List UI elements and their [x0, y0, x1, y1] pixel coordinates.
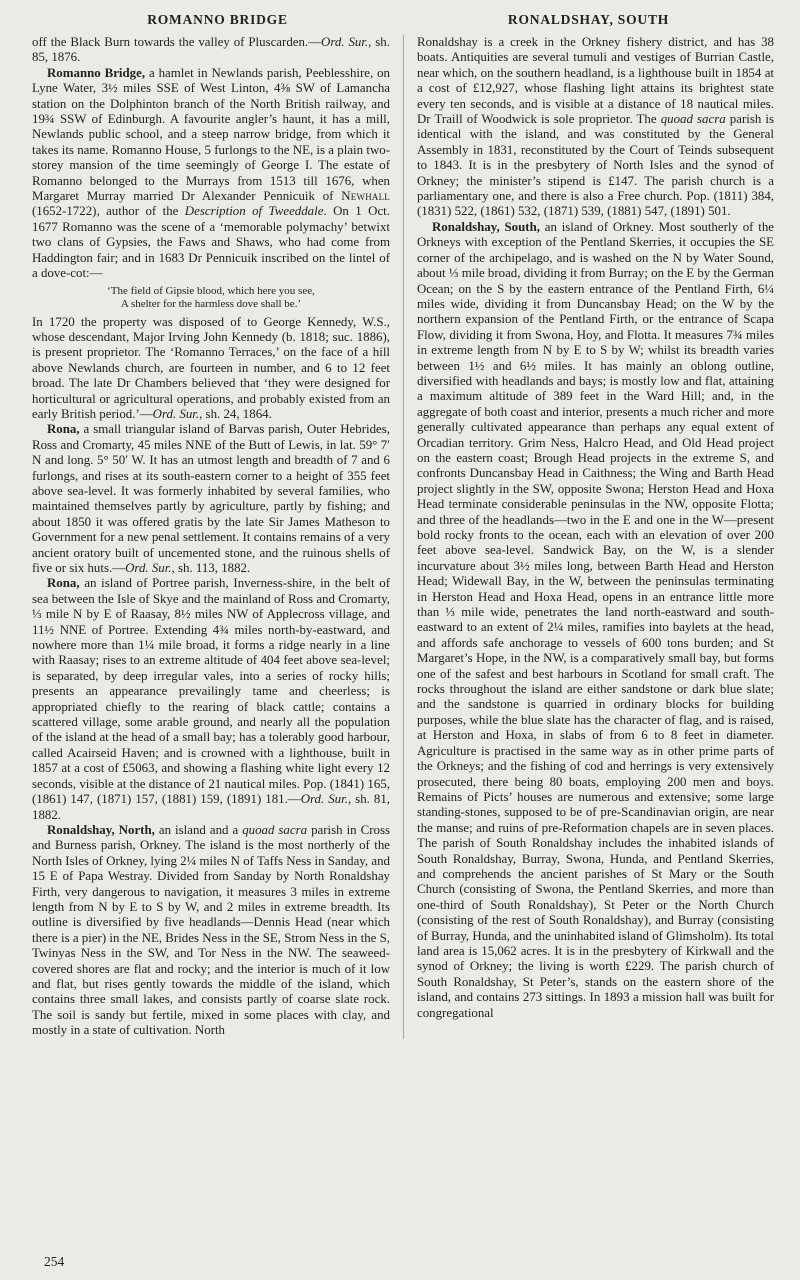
text-run: Ronaldshay, South,	[432, 219, 540, 234]
verse-quote	[32, 285, 390, 312]
text-run: Romanno Bridge,	[47, 65, 146, 80]
paragraph	[417, 220, 774, 1021]
paragraph	[32, 35, 390, 66]
right-running-head: RONALDSHAY, SOUTH	[507, 12, 670, 27]
verse-line: ‘The field of Gipsie blood, which here you see,	[107, 284, 315, 297]
text-run: an island of Orkney. Most southerly of the Orkneys with exception of the Pentland Skerries, it occupies the SE corner of the archipelago, and is washed on the N by Water Sound, about ⅓ mile broad, dividing it from Burray; on the E by the German Ocean; on the S by the eastern entrance of the Pentland Firth, 6¼ miles wide, dividing it from Duncansbay Head; on the W by the northern expansion of the Pentland Firth, or the entrance of Scapa Flow, dividing it from Swona, Hoy, and Flotta. It measures 7¾ miles in extreme length from N by E to S by W; whilst its breadth varies between 1½ and 6½ miles. It has mainly an oblong outline, diversified with headlands and bays; is mostly low and flat, attaining a maximum altitude of 389 feet in the Ward Hill; and, in the aggregate of both coast and interior, presents a much richer and more generally cultivated appearance than perhaps any equal extent of Orcadian territory. Grim Ness, Halcro Head, and Old Head project on the eastern coast; Brough Head projects in the extreme S, and confronts Duncansbay Head in Caithness; the Wing and Barth Head project slightly in the SW, opposite Swona; Herston Head and Hoxa Head terminate considerable peninsulas in the NW, opposite Flotta; and three of the headlands—two in the E and one in the W—present bold rocky fronts to the ocean, each with an elevation of over 200 feet above sea-level. Sandwick Bay, on the W, is a slender incurvature about 3½ miles long, between Barth Head and Herston Head; Widewall Bay, in the W, between the peninsulas terminating in Herston Head and Hoxa Head, opens in an entrance little more than ⅓ mile wide, penetrates the land north-eastward and south-eastward to an extent of 2¼ miles, ramifies into baylets at the head, and affords safe anchorage to vessels of 600 tons burden; and St Margaret’s Hope, in the NW, is a comparatively small bay, but forms one of the safest and best harbours in Scotland for small craft. The rocks throughout the island are either sandstone or dark blue slate; and the sandstone is quarried in ordinary blocks for building purposes, while the blue slate has the character of flag, and is raised, at Herston and Hoxa, in slabs of from 6 to 8 feet in diameter. Agriculture is practised in the same way as in other prime parts of the Orkneys; and the fishing of cod and herrings is very extensively prosecuted, there being 80 boats, employing 200 men and boys. Remains of Picts’ houses are numerous and extensive; some large standing-stones, supposed to be of pre-Scandinavian origin, are near the manse; and ruins of pre-Reformation chapels are in seven places. The parish of South Ronaldshay includes the inhabited islands of South Ronaldshay, Burray, Swona, Hunda, and Pentland Skerries, and comprehends the ancient parishes of St Mary or the South Church (consisting of Swona, the Pentland Skerries, and more than one-third of South Ronaldshay), St Peter or the North Church (consisting of the rest of South Ronaldshay), and Burray (consisting of Burray, Hunda, and the uninhabited island of Glimsholm). Its total land area is 15,062 acres. It is in the presbytery of Kirkwall and the synod of Orkney; the living is worth £229. The parish church of South Ronaldshay, St Peter’s, stands on the eastern shore of the island, and contains 273 sittings. In 1893 a mission hall was built for congregational	[417, 219, 774, 1020]
text-run: Description of Tweeddale	[184, 204, 324, 219]
text-run: Rona,	[47, 422, 80, 437]
text-run: off the Black Burn towards the valley of Pluscarden.—	[32, 35, 322, 49]
left-running-head: ROMANNO BRIDGE	[147, 12, 288, 27]
paragraph	[32, 823, 390, 1039]
text-run: Ord. Sur.	[321, 35, 369, 49]
text-run: quoad sacra	[242, 822, 308, 837]
text-run: an island of Portree parish, Inverness-shire, in the belt of sea between the Isle of Skye and the mainland of Ross and Cromarty, ⅓ mile N by E of Raasay, 8½ miles NW of Applecross village, and 11½ NNE of Portree. Extending 4¾ miles north-by-eastward, and nowhere more than 1¼ mile broad, it forms a ridge nearly in a line with Raasay; rises to an extreme altitude of 404 feet above sea-level; is separated, by deep irregular vales, into a series of rocky hills; presents an appearance prevailingly tame and cheerless; is appropriated chiefly to the rearing of black cattle; contains a scattered village, some arable ground, and nearly all the population of the island at the head of a small bay; has a tolerably good harbour, called Acairseid Haven; and is crowned with a lighthouse, built in 1857 at a cost of £5063, and showing a flashing white light every 12 seconds, visible at the distance of 21 nautical miles. Pop. (1841) 165, (1861) 147, (1871) 157, (1881) 159, (1891) 181.—	[32, 576, 390, 807]
text-run: Ord. Sur.	[125, 561, 172, 575]
text-run: Ronaldshay is a creek in the Orkney fishery district, and has 38 boats. Antiquities are several tumuli and vestiges of Burrian Castle, near which, on the southern headland, is a lighthouse built in 1854 at a cost of £12,927, whose flashing light attains its brightest state every ten seconds, and is visible at a distance of 18 nautical miles. Dr Traill of Woodwick is sole proprietor. The	[417, 35, 774, 127]
text-run: , sh. 24, 1864.	[199, 406, 272, 421]
text-run: (1652-1722), author of the	[32, 204, 185, 219]
right-column	[403, 35, 774, 1039]
text-run: parish is identical with the island, and was constituted by the General Assembly in 1831, reconstituted by the Court of Teinds subsequent to 1843. It is in the presbytery of North Isles and the synod of Orkney; the minister’s stipend is £147. The parish church is a parliamentary one, and there is also a Free church. Pop. (1811) 384, (1831) 522, (1861) 532, (1871) 539, (1881) 547, (1891) 501.	[417, 112, 774, 219]
paragraph	[417, 35, 774, 220]
running-heads	[0, 0, 800, 33]
text-run: In 1720 the property was disposed of to George Kennedy, W.S., whose descendant, Major Irving John Kennedy (b. 1818; suc. 1886), is present proprietor. The ‘Romanno Terraces,’ on the face of a hill above Newlands church, are fourteen in number, and 6 to 12 feet broad. The late Dr Chambers believed that ‘they were designed for horticultural or agricultural operations, and probably existed from an early British period.’—	[32, 314, 390, 421]
text-run: Ord. Sur.	[152, 406, 200, 421]
text-run: Ronaldshay, North,	[47, 822, 155, 837]
verse-line: A shelter for the harmless dove shall be.’	[120, 298, 302, 310]
text-run: . On 1 Oct. 1677 Romanno was the scene of a ‘memorable polymachy’ betwixt two clans of Gypsies, the Faws and Shaws, who had come from Haddington fair; and in 1683 Dr Pennicuik inscribed on the lintel of a dove-cot:—	[32, 204, 390, 281]
text-run: an island and a	[154, 822, 243, 837]
text-run: , sh. 81, 1882.	[32, 792, 390, 822]
text-run: a small triangular island of Barvas parish, Outer Hebrides, Ross and Cromarty, 45 miles NNE of the Butt of Lewis, in lat. 59° 7′ N and long. 5° 50′ W. It has an utmost length and breadth of 7 and 6 furlongs, and rises at its south-eastern corner to a height of 355 feet above sea-level. It was formerly inhabited by several families, who maintained themselves partly by agriculture, partly by fishing; and about 1850 it was offered gratis by the late Sir James Matheson to Government for a new penal settlement. It contains remains of a very ancient oratory built of uncemented stone, and the ruinous shells of five or six huts.—	[32, 422, 390, 575]
text-run: , sh. 85, 1876.	[32, 35, 390, 65]
paragraph	[32, 66, 390, 282]
page-number: 254	[44, 1254, 65, 1269]
text-run: quoad sacra	[660, 112, 726, 127]
paragraph	[32, 576, 390, 823]
text-run: a hamlet in Newlands parish, Peeblesshire, on Lyne Water, 3½ miles SSE of West Linton, 4⅜ SW of Lamancha station on the Dolphinton branch of the North British railway, and 19¾ SSW of Edinburgh. A favourite angler’s haunt, it has a mill, Newlands public school, and a steep narrow bridge, from which it takes its name. Romanno House, 5 furlongs to the NE, is a plain two-storey mansion of the time seemingly of George I. The estate of Romanno belonged to the Murrays from 1513 till 1676, when Margaret Murray married Dr Alexander Pennicuik of	[32, 65, 390, 204]
text-run: parish in Cross and Burness parish, Orkney. The island is the most northerly of the North Isles of Orkney, lying 2¼ miles N of Taffs Ness in Sanday, and 15 E of Papa Westray. Divided from Sanday by North Ronaldshay Firth, very dangerous to navigation, it measures 3 miles in extreme length from N by E to S by W, and 2 miles in extreme breadth. Its outline is diversified by five headlands—Dennis Head (near which there is a pier) in the NE, Brides Ness in the SE, Strom Ness in the S, Twinyas Ness in the SW, and Tor Ness in the NW. The seaweed-covered shores are flat and rocky; and the interior is much of it low and flat, but rises gently towards the middle of the island, which contains three small lakes, and consists partly of coarse slate rock. The soil is sandy but fertile, mixed in some places with clay, and mostly in a state of cultivation. North	[32, 822, 390, 1038]
paragraph	[32, 315, 390, 423]
text-run: Newhall	[341, 189, 390, 204]
paragraph	[32, 422, 390, 576]
page-body	[0, 33, 800, 1039]
left-column	[32, 35, 403, 1039]
text-run: Rona,	[47, 576, 80, 591]
text-run: Ord. Sur.	[300, 792, 348, 807]
text-run: , sh. 113, 1882.	[171, 561, 251, 575]
